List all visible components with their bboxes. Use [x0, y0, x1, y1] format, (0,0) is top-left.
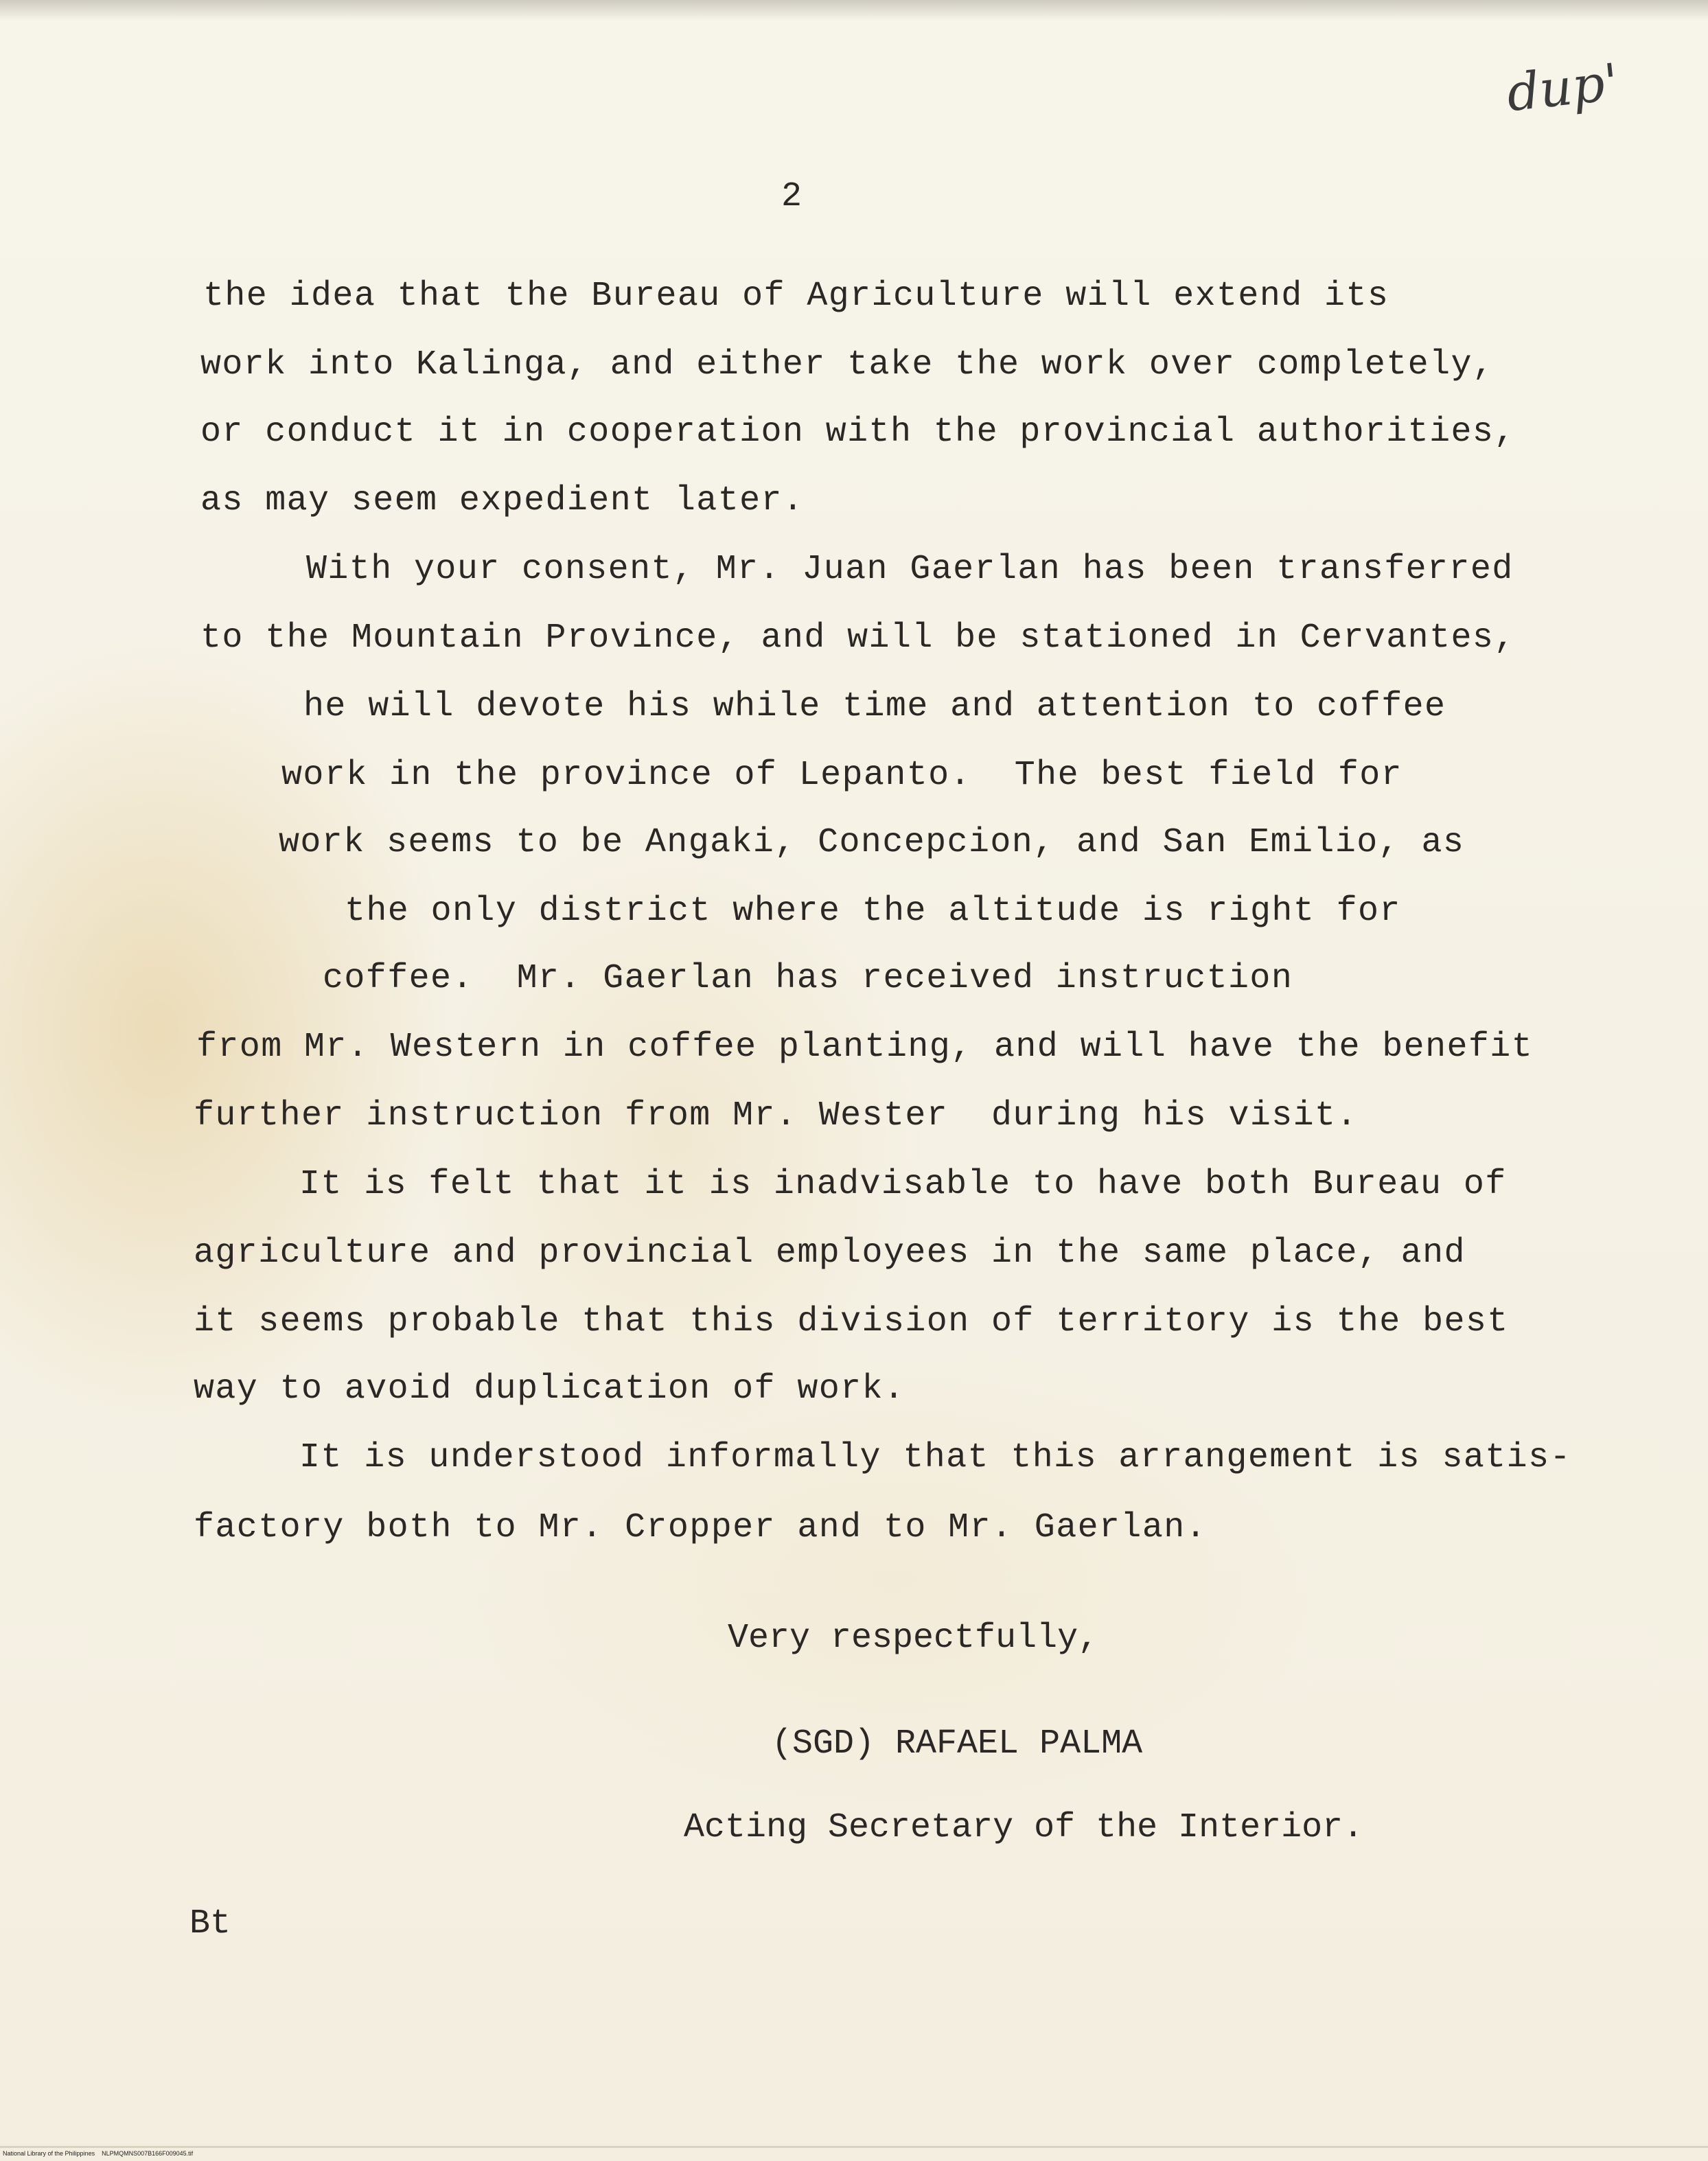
scan-bottom-edge	[0, 2146, 1708, 2148]
closing: Very respectfully,	[728, 1619, 1099, 1658]
body-line: It is understood informally that this arrangement is satis-	[299, 1438, 1571, 1477]
body-line: or conduct it in cooperation with the provincial authorities,	[200, 413, 1516, 452]
body-line: as may seem expedient later.	[200, 481, 805, 520]
handwritten-note: dup'	[1503, 52, 1622, 124]
body-line: from Mr. Western in coffee planting, and will have the benefit	[196, 1028, 1534, 1067]
body-line: agriculture and provincial employees in the same place, and	[194, 1234, 1466, 1273]
body-line: the only district where the altitude is right for	[345, 892, 1401, 931]
body-line: With your consent, Mr. Juan Gaerlan has been transferred	[306, 550, 1514, 589]
signature-title: Acting Secretary of the Interior.	[684, 1808, 1364, 1847]
archive-label: National Library of the Philippines NLPMQMNS007B166F009045.tif	[3, 2150, 194, 2157]
typist-initials: Bt	[189, 1904, 231, 1943]
body-line: he will devote his while time and attention to coffee	[303, 687, 1446, 726]
page-number: 2	[781, 177, 803, 216]
body-line: it seems probable that this division of territory is the best	[194, 1302, 1509, 1341]
body-line: work into Kalinga, and either take the work over completely,	[200, 345, 1494, 384]
body-line: further instruction from Mr. Wester during his visit.	[194, 1096, 1358, 1135]
body-line: work seems to be Angaki, Concepcion, and San Emilio, as	[279, 823, 1465, 862]
body-line: factory both to Mr. Cropper and to Mr. Gaerlan.	[194, 1508, 1208, 1547]
signature: (SGD) RAFAEL PALMA	[772, 1724, 1143, 1764]
scan-top-edge	[0, 0, 1708, 21]
body-line: way to avoid duplication of work.	[194, 1370, 905, 1409]
body-line: to the Mountain Province, and will be stationed in Cervantes,	[200, 619, 1516, 658]
body-line: work in the province of Lepanto. The best field for	[281, 756, 1403, 795]
body-line: It is felt that it is inadvisable to have both Bureau of	[299, 1165, 1507, 1204]
body-line: the idea that the Bureau of Agriculture will extend its	[203, 277, 1389, 316]
body-line: coffee. Mr. Gaerlan has received instruction	[323, 959, 1293, 998]
